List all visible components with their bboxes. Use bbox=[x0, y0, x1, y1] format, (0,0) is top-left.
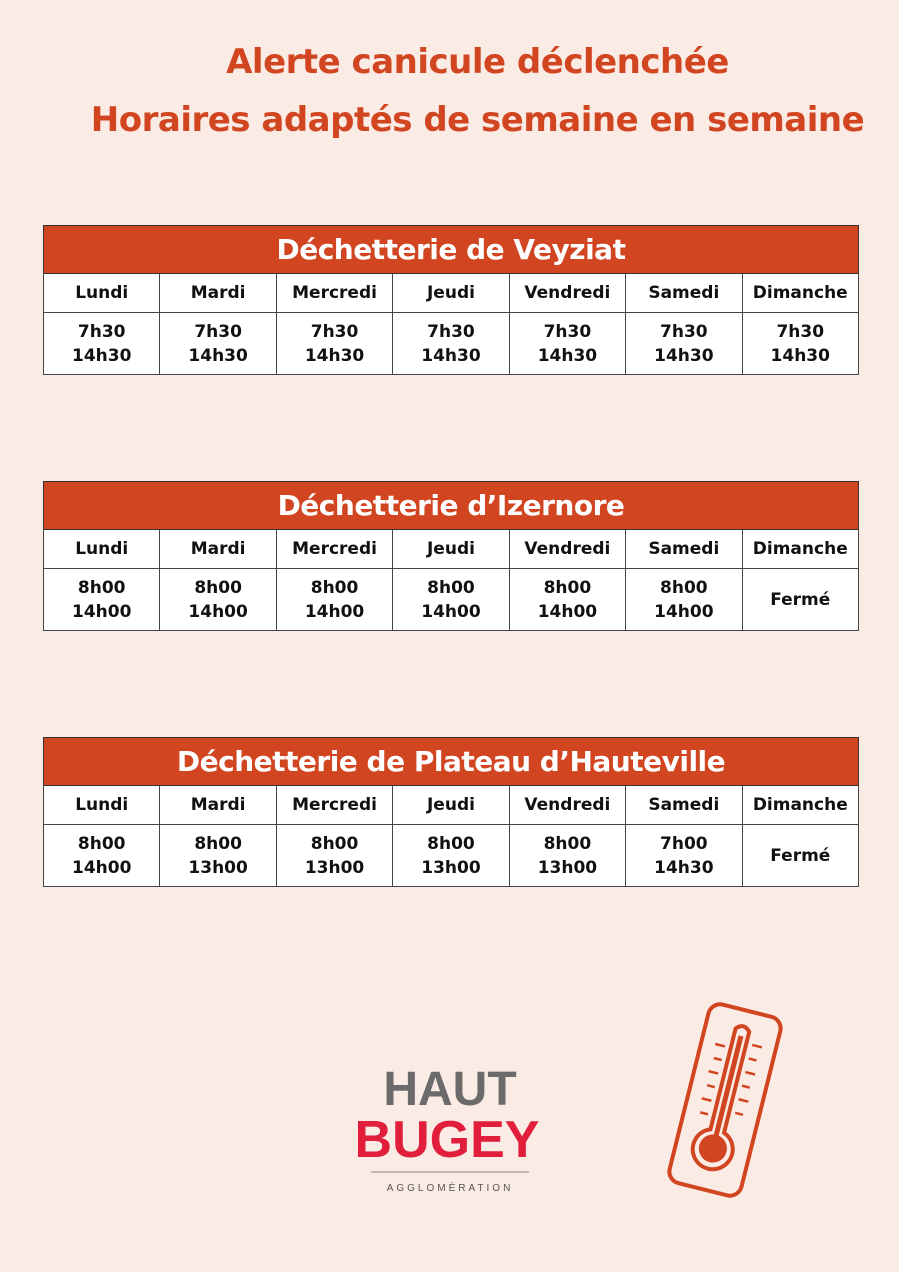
closing-time: 13h00 bbox=[537, 857, 598, 878]
hours-cell bbox=[160, 313, 276, 375]
closing-time: 14h30 bbox=[188, 345, 248, 366]
day-header: Jeudi bbox=[393, 530, 509, 569]
opening-time: 7h30 bbox=[310, 321, 359, 342]
day-header: Jeudi bbox=[393, 274, 509, 313]
opening-time: 8h00 bbox=[660, 577, 708, 598]
closing-time: 14h30 bbox=[770, 345, 830, 366]
closing-time: 14h30 bbox=[304, 345, 365, 366]
hours-cell bbox=[44, 313, 160, 375]
closing-time: 14h00 bbox=[537, 601, 598, 622]
hours-cell bbox=[626, 825, 742, 887]
closing-time: 13h00 bbox=[188, 857, 248, 878]
day-header: Vendredi bbox=[509, 786, 625, 825]
opening-time: 7h30 bbox=[776, 321, 825, 342]
opening-time: 8h00 bbox=[77, 833, 126, 854]
opening-time: 7h30 bbox=[427, 321, 475, 342]
day-header: Vendredi bbox=[509, 530, 625, 569]
opening-time: 7h30 bbox=[77, 321, 126, 342]
day-header: Samedi bbox=[626, 274, 742, 313]
day-header: Samedi bbox=[626, 530, 742, 569]
opening-time: 8h00 bbox=[543, 577, 592, 598]
closing-time: 14h00 bbox=[654, 601, 714, 622]
hours-cell bbox=[276, 569, 392, 631]
schedule-table-hauteville bbox=[43, 737, 859, 887]
closing-time: 13h00 bbox=[421, 857, 481, 878]
closing-time: 14h30 bbox=[537, 345, 598, 366]
opening-time: 8h00 bbox=[310, 577, 359, 598]
schedule-table-veyziat bbox=[43, 225, 859, 375]
opening-time: 8h00 bbox=[427, 577, 475, 598]
hours-cell bbox=[393, 313, 509, 375]
hours-cell bbox=[509, 313, 625, 375]
hours-cell bbox=[742, 569, 858, 631]
opening-time: 8h00 bbox=[427, 833, 475, 854]
closing-time: 14h30 bbox=[654, 345, 714, 366]
closing-time: 14h00 bbox=[421, 601, 481, 622]
day-header: Dimanche bbox=[742, 530, 858, 569]
day-header: Mercredi bbox=[276, 530, 392, 569]
hours-cell bbox=[44, 825, 160, 887]
hours-cell bbox=[276, 825, 392, 887]
hours-cell bbox=[626, 569, 742, 631]
logo-line-1: HAUT bbox=[383, 1063, 517, 1116]
hours-cell bbox=[626, 313, 742, 375]
closing-time: 14h00 bbox=[72, 601, 132, 622]
hours-cell bbox=[393, 825, 509, 887]
hours-cell bbox=[509, 825, 625, 887]
opening-time: 7h00 bbox=[660, 833, 708, 854]
closing-time: 13h00 bbox=[304, 857, 365, 878]
closing-time: 14h00 bbox=[304, 601, 365, 622]
day-header: Dimanche bbox=[742, 274, 858, 313]
day-header: Mardi bbox=[160, 274, 276, 313]
logo-subtitle: AGGLOMÉRATION bbox=[386, 1183, 514, 1194]
hours-cell bbox=[276, 313, 392, 375]
hours-cell bbox=[509, 569, 625, 631]
closing-time: 14h00 bbox=[188, 601, 248, 622]
hours-row bbox=[44, 313, 859, 375]
day-header: Mercredi bbox=[276, 786, 392, 825]
opening-time: 8h00 bbox=[194, 577, 242, 598]
day-header: Vendredi bbox=[509, 274, 625, 313]
hours-cell bbox=[742, 825, 859, 887]
opening-time: 8h00 bbox=[77, 577, 126, 598]
day-header: Samedi bbox=[626, 786, 742, 825]
logo-line-2: BUGEY bbox=[354, 1111, 540, 1169]
haut-bugey-logo bbox=[350, 1060, 550, 1200]
opening-time: 7h30 bbox=[660, 321, 708, 342]
opening-time: 8h00 bbox=[194, 833, 242, 854]
closing-time: 14h30 bbox=[654, 857, 714, 878]
opening-time: Fermé bbox=[770, 589, 831, 610]
opening-time: 8h00 bbox=[543, 833, 592, 854]
hours-cell bbox=[742, 313, 858, 375]
days-row bbox=[44, 530, 859, 569]
day-header: Lundi bbox=[44, 274, 160, 313]
day-header: Mercredi bbox=[276, 274, 392, 313]
opening-time: 7h30 bbox=[194, 321, 242, 342]
title-line-2: Horaires adaptés de semaine en semaine bbox=[90, 100, 865, 140]
day-header: Dimanche bbox=[742, 786, 859, 825]
facility-name: Déchetterie d’Izernore bbox=[44, 482, 859, 530]
hours-cell bbox=[160, 825, 276, 887]
hours-cell bbox=[393, 569, 509, 631]
hours-row bbox=[44, 825, 859, 887]
day-header: Mardi bbox=[160, 530, 276, 569]
opening-time: 7h30 bbox=[543, 321, 592, 342]
facility-name: Déchetterie de Veyziat bbox=[44, 226, 859, 274]
days-row bbox=[44, 274, 859, 313]
title-line-1: Alerte canicule déclenchée bbox=[226, 42, 729, 82]
days-row bbox=[44, 786, 859, 825]
hours-cell bbox=[44, 569, 160, 631]
opening-time: 8h00 bbox=[310, 833, 359, 854]
hours-cell bbox=[160, 569, 276, 631]
closing-time: 14h30 bbox=[421, 345, 481, 366]
day-header: Mardi bbox=[160, 786, 276, 825]
closing-time: 14h00 bbox=[72, 857, 132, 878]
day-header: Lundi bbox=[44, 530, 160, 569]
day-header: Lundi bbox=[44, 786, 160, 825]
schedule-table-izernore bbox=[43, 481, 859, 631]
closing-time: 14h30 bbox=[72, 345, 132, 366]
hours-row bbox=[44, 569, 859, 631]
day-header: Jeudi bbox=[393, 786, 509, 825]
thermometer-icon bbox=[650, 1000, 800, 1200]
facility-name: Déchetterie de Plateau d’Hauteville bbox=[44, 738, 859, 786]
opening-time: Fermé bbox=[770, 845, 831, 866]
